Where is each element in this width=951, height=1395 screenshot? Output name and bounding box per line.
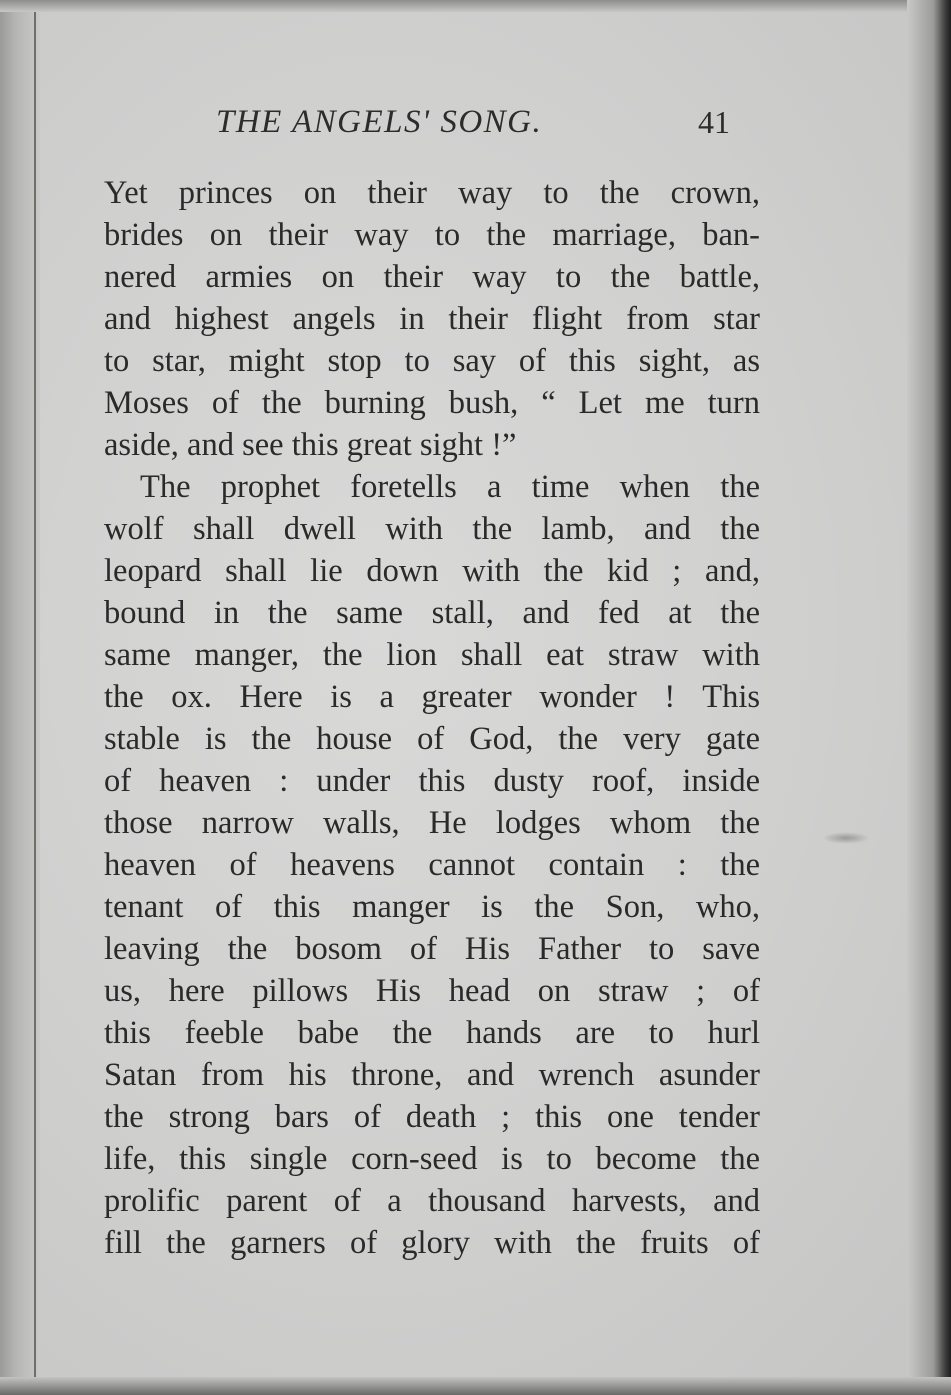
text-line: The prophet foretells a time when the — [140, 469, 760, 505]
running-title: THE ANGELS' SONG. — [216, 104, 543, 140]
text-line: leaving the bosom of His Father to save — [104, 931, 760, 967]
text-line: fill the garners of glory with the fruits of — [104, 1225, 760, 1261]
text-line: brides on their way to the marriage, ban- — [104, 217, 760, 253]
page-bottom-edge — [0, 1377, 951, 1395]
text-line: the strong bars of death ; this one tender — [104, 1099, 760, 1135]
page-right-edge — [907, 0, 951, 1395]
running-header — [104, 100, 764, 150]
text-line: tenant of this manger is the Son, who, — [104, 889, 760, 925]
page-number: 41 — [698, 104, 730, 140]
paper-stain — [822, 832, 870, 844]
text-line: and highest angels in their flight from star — [104, 301, 760, 337]
text-line: to star, might stop to say of this sight, as — [104, 343, 760, 379]
text-line: this feeble babe the hands are to hurl — [104, 1015, 760, 1051]
text-line: bound in the same stall, and fed at the — [104, 595, 760, 631]
text-line: the ox. Here is a greater wonder ! This — [104, 679, 760, 715]
gutter-line — [34, 0, 36, 1395]
text-line: heaven of heavens cannot contain : the — [104, 847, 760, 883]
text-line: those narrow walls, He lodges whom the — [104, 805, 760, 841]
text-line: Yet princes on their way to the crown, — [104, 175, 760, 211]
text-line: leopard shall lie down with the kid ; and, — [104, 553, 760, 589]
text-line: wolf shall dwell with the lamb, and the — [104, 511, 760, 547]
text-line: nered armies on their way to the battle, — [104, 259, 760, 295]
text-line: life, this single corn-seed is to become the — [104, 1141, 760, 1177]
text-line: aside, and see this great sight !” — [104, 427, 517, 463]
text-line: prolific parent of a thousand harvests, and — [104, 1183, 760, 1219]
text-line: us, here pillows His head on straw ; of — [104, 973, 760, 1009]
text-line: Satan from his throne, and wrench asunder — [104, 1057, 760, 1093]
text-line: stable is the house of God, the very gate — [104, 721, 760, 757]
text-line: same manger, the lion shall eat straw with — [104, 637, 760, 673]
text-line: of heaven : under this dusty roof, inside — [104, 763, 760, 799]
body-text — [104, 172, 760, 1264]
page-top-edge — [0, 0, 951, 12]
text-line: Moses of the burning bush, “ Let me turn — [104, 385, 760, 421]
